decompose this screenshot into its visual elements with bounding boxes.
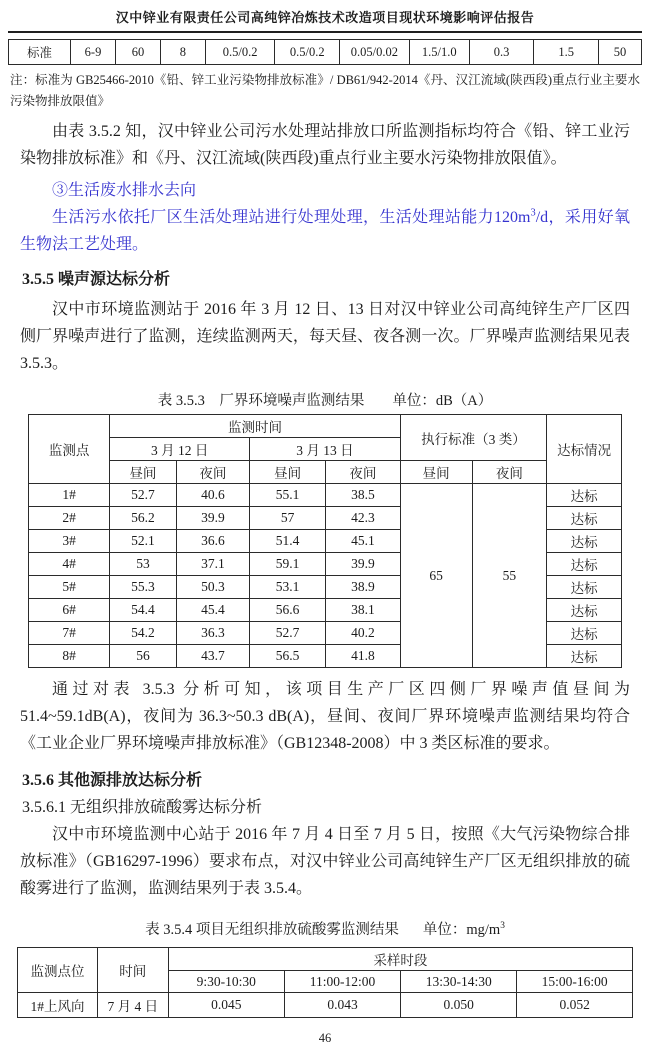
table-cell: 60 (115, 40, 160, 65)
noise-table-row (29, 484, 622, 507)
table-cell: 52.7 (250, 622, 326, 645)
table-cell: 38.5 (326, 484, 401, 507)
table-cell: 2# (29, 507, 110, 530)
heading-3-5-6-1: 3.5.6.1 无组织排放硫酸雾达标分析 (22, 799, 263, 816)
table-cell: 6# (29, 599, 110, 622)
table-cell: 0.043 (284, 993, 400, 1018)
paragraph-356: 汉中市环境监测中心站于 2016 年 7 月 4 日至 7 月 5 日，按照《大气污染物综合排放标准》（GB16297-1996）要求布点，对汉中锌业公司高纯锌生产厂区无组织排放的硫酸雾进行了监测，监测结果列于表 3.5.4。 (20, 826, 630, 897)
col-header-point: 监测点位 (18, 948, 98, 993)
table-cell: 51.4 (250, 530, 326, 553)
table-cell: 0.5/0.2 (205, 40, 275, 65)
mist-table-unit (423, 922, 505, 938)
table-cell: 42.3 (326, 507, 401, 530)
mist-table-body (18, 993, 633, 1018)
heading-3-5-5: 3.5.5 噪声源达标分析 (22, 271, 171, 288)
table-cell: 38.1 (326, 599, 401, 622)
table-cell: 54.4 (110, 599, 176, 622)
noise-table (28, 414, 622, 668)
page-number: 46 (318, 1031, 332, 1045)
table-cell: 56.6 (250, 599, 326, 622)
table-cell: 达标 (547, 576, 622, 599)
table-cell: 38.9 (326, 576, 401, 599)
table-cell: 达标 (547, 484, 622, 507)
table-cell: 40.6 (176, 484, 250, 507)
col-header-standard-group: 执行标准（3 类） (400, 415, 546, 461)
paragraph-355: 汉中市环境监测站于 2016 年 3 月 12 日、13 日对汉中锌业公司高纯锌生产厂区四侧厂界噪声进行了监测，连续监测两天，每天昼、夜各测一次。厂界噪声监测结果见表 3.5.3。 (20, 301, 630, 372)
table-cell: 达标 (547, 622, 622, 645)
col-header-period: 15:00-16:00 (517, 971, 633, 993)
table-cell: 1# (29, 484, 110, 507)
table-cell: 53 (110, 553, 176, 576)
table-cell: 57 (250, 507, 326, 530)
table-cell: 0.05/0.02 (340, 40, 410, 65)
table-cell: 40.2 (326, 622, 401, 645)
col-header-day: 昼间 (110, 461, 176, 484)
col-header-time: 时间 (97, 948, 168, 993)
table-cell: 0.3 (469, 40, 534, 65)
table-cell: 53.1 (250, 576, 326, 599)
table-cell: 达标 (547, 507, 622, 530)
document-title: 汉中锌业有限责任公司高纯锌冶炼技术改造项目现状环境影响评估报告 (115, 10, 535, 25)
table-cell: 1.5/1.0 (409, 40, 469, 65)
standards-table (8, 39, 642, 65)
noise-table-header-row-1 (29, 415, 622, 438)
blue-paragraph (20, 204, 630, 258)
table-cell: 43.7 (176, 645, 250, 668)
mist-table-caption-text: 表 3.5.4 项目无组织排放硫酸雾监测结果 (145, 922, 399, 938)
blue-subheading: ③生活废水排水去向 (52, 182, 197, 199)
table-cell: 4# (29, 553, 110, 576)
table-cell: 8 (160, 40, 205, 65)
col-header-date2: 3 月 13 日 (250, 438, 401, 461)
col-header-period: 9:30-10:30 (168, 971, 284, 993)
col-header-period: 13:30-14:30 (401, 971, 517, 993)
table-cell: 50.3 (176, 576, 250, 599)
paragraph-after-353: 通过对表 3.5.3 分析可知，该项目生产厂区四侧厂界噪声值昼间为 51.4~59.1dB(A)，夜间为 36.3~50.3 dB(A)，昼间、夜间厂界环境噪声监测结果均符合《工业企业厂界环境噪声排放标准》（GB12348-2008）中 3 类区标准的要求。 (20, 681, 630, 752)
heading-3-5-6: 3.5.6 其他源排放达标分析 (22, 772, 203, 789)
col-header-night: 夜间 (472, 461, 547, 484)
table-cell: 达标 (547, 530, 622, 553)
table-cell: 0.5/0.2 (275, 40, 340, 65)
standards-row (9, 40, 642, 65)
col-header-night: 夜间 (176, 461, 250, 484)
noise-table-caption (0, 389, 650, 410)
table-footnote: 注：标准为 GB25466-2010《铅、锌工业污染物排放标准》/ DB61/942-2014《丹、汉江流域(陕西段)重点行业主要水污染物排放限值》 (10, 73, 640, 108)
mist-table-caption (0, 918, 650, 939)
table-cell: 8# (29, 645, 110, 668)
table-cell: 55.3 (110, 576, 176, 599)
col-header-time-group: 监测时间 (110, 415, 401, 438)
table-cell: 达标 (547, 645, 622, 668)
table-cell: 54.2 (110, 622, 176, 645)
table-cell: 5# (29, 576, 110, 599)
mist-table (17, 947, 633, 1018)
table-cell: 52.1 (110, 530, 176, 553)
table-cell: 1.5 (534, 40, 599, 65)
table-cell: 56 (110, 645, 176, 668)
page-header (8, 0, 642, 33)
standard-night-cell: 55 (472, 484, 547, 668)
table-cell: 3# (29, 530, 110, 553)
col-header-day: 昼间 (400, 461, 472, 484)
mist-table-row (18, 993, 633, 1018)
table-cell: 45.4 (176, 599, 250, 622)
col-header-period: 11:00-12:00 (284, 971, 400, 993)
noise-table-unit: 单位：dB（A） (392, 393, 493, 409)
col-header-period-group: 采样时段 (168, 948, 632, 971)
col-header-point: 监测点 (29, 415, 110, 484)
table-cell: 56.2 (110, 507, 176, 530)
col-header-result: 达标情况 (547, 415, 622, 484)
superscript-3: 3 (530, 207, 536, 219)
table-cell: 1#上风向 (18, 993, 98, 1018)
table-cell: 达标 (547, 599, 622, 622)
table-cell: 标准 (9, 40, 71, 65)
mist-table-unit-text: 单位：mg/m (422, 922, 501, 938)
mist-table-header-row-1 (18, 948, 633, 971)
paragraph-352: 由表 3.5.2 知，汉中锌业公司污水处理站排放口所监测指标均符合《铅、锌工业污染物排放标准》和《丹、汉江流域(陕西段)重点行业主要水污染物排放限值》。 (20, 123, 630, 167)
col-header-date1: 3 月 12 日 (110, 438, 250, 461)
table-cell: 39.9 (176, 507, 250, 530)
table-cell: 55.1 (250, 484, 326, 507)
superscript-3: 3 (500, 921, 505, 932)
table-cell: 6-9 (71, 40, 116, 65)
table-cell: 41.8 (326, 645, 401, 668)
table-cell: 45.1 (326, 530, 401, 553)
table-cell: 56.5 (250, 645, 326, 668)
col-header-day: 昼间 (250, 461, 326, 484)
table-cell: 39.9 (326, 553, 401, 576)
table-cell: 达标 (547, 553, 622, 576)
blue-paragraph-text: 生活污水依托厂区生活处理站进行处理处理，生活处理站能力120m (52, 209, 531, 226)
noise-table-caption-text: 表 3.5.3 厂界环境噪声监测结果 (157, 393, 365, 409)
standard-day-cell: 65 (400, 484, 472, 668)
table-cell: 36.3 (176, 622, 250, 645)
table-cell: 7# (29, 622, 110, 645)
table-cell: 0.052 (517, 993, 633, 1018)
table-cell: 50 (598, 40, 641, 65)
table-cell: 0.045 (168, 993, 284, 1018)
noise-table-header-row-3 (29, 461, 622, 484)
table-cell: 37.1 (176, 553, 250, 576)
noise-table-body (29, 484, 622, 668)
table-cell: 59.1 (250, 553, 326, 576)
col-header-night: 夜间 (326, 461, 401, 484)
table-cell: 36.6 (176, 530, 250, 553)
table-cell: 52.7 (110, 484, 176, 507)
table-cell: 0.050 (401, 993, 517, 1018)
table-cell: 7 月 4 日 (97, 993, 168, 1018)
blue-paragraph-tail: /d，采用好氧生物法工艺处理。 (20, 209, 630, 253)
